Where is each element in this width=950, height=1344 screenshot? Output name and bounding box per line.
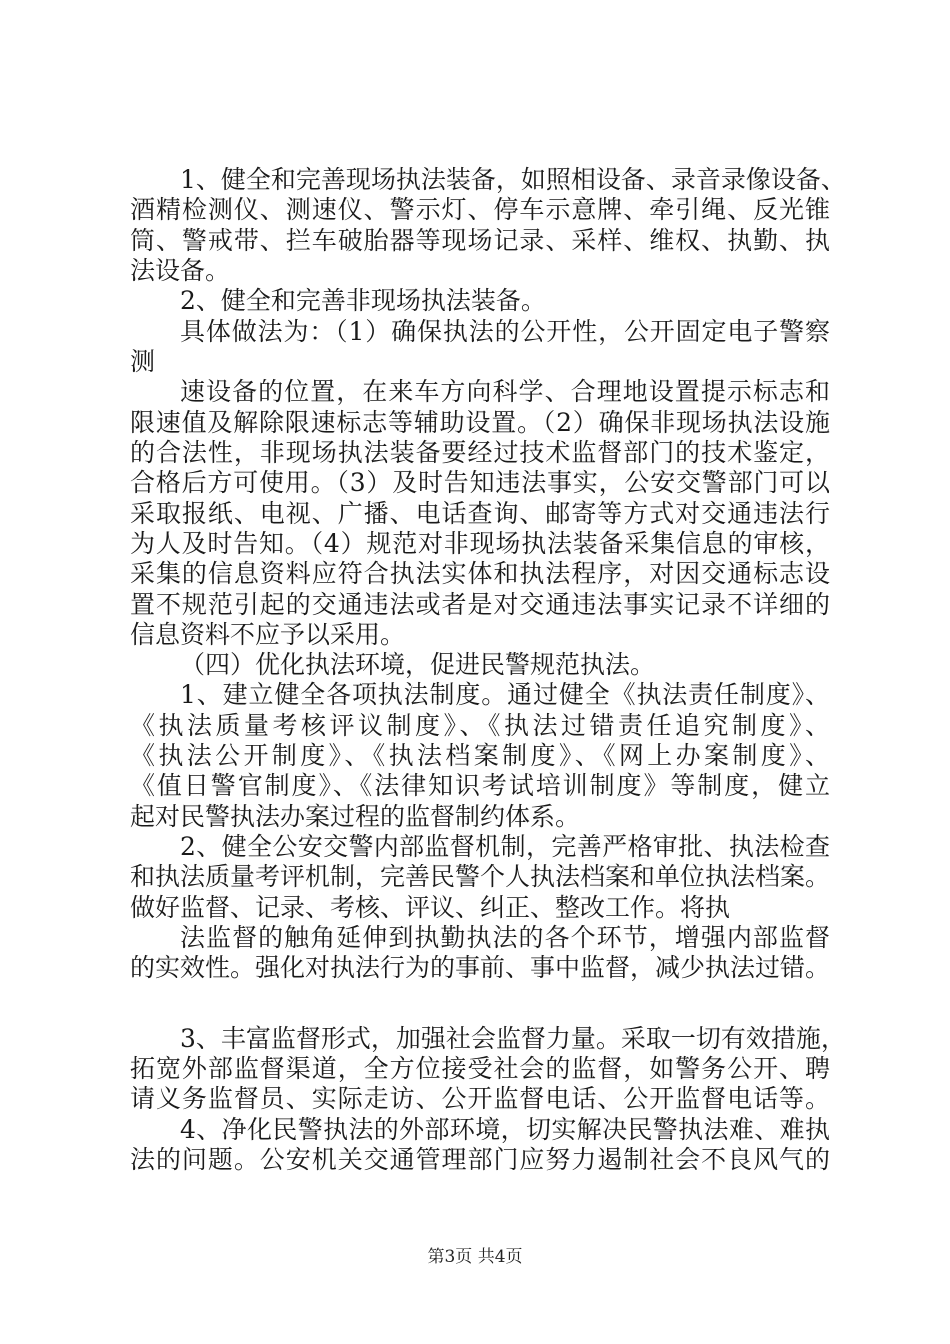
text-line: 请义务监督员、实际走访、公开监督电话、公开监督电话等。 [130,1084,830,1113]
text-line: 《值日警官制度》、《法律知识考试培训制度》等制度，健立 [130,771,830,800]
text-line: 2、健全公安交警内部监督机制，完善严格审批、执法检查 [180,832,830,861]
text-line: 1、健全和完善现场执法装备，如照相设备、录音录像设备、 [180,165,846,194]
page-footer: 第3页 共4页 [427,1247,523,1267]
text-line: 《执法公开制度》、《执法档案制度》、《网上办案制度》、 [130,741,830,770]
text-line: 采集的信息资料应符合执法实体和执法程序，对因交通标志设 [130,559,830,588]
text-line: 2、健全和完善非现场执法装备。 [180,286,546,315]
text-line: 做好监督、记录、考核、评议、纠正、整改工作。将执 [130,893,731,922]
text-line: 置不规范引起的交通违法或者是对交通违法事实记录不详细的 [130,590,830,619]
text-line: 和执法质量考评机制，完善民警个人执法档案和单位执法档案。 [130,862,831,891]
text-line: 的合法性，非现场执法装备要经过技术监督部门的技术鉴定， [130,438,830,467]
text-line: 法监督的触角延伸到执勤执法的各个环节，增强内部监督 [180,923,830,952]
text-line: 1、建立健全各项执法制度。通过健全《执法责任制度》、 [180,680,830,709]
text-line: 法的问题。公安机关交通管理部门应努力遏制社会不良风气的 [130,1145,830,1174]
text-line: 酒精检测仪、测速仪、警示灯、停车示意牌、牵引绳、反光锥 [130,195,830,224]
text-line: 合格后方可使用。（3）及时告知违法事实，公安交警部门可以 [130,468,830,497]
text-line: 信息资料不应予以采用。 [130,620,406,649]
text-line: 具体做法为：（1）确保执法的公开性，公开固定电子警察 [180,317,830,346]
text-line: 3、丰富监督形式，加强社会监督力量。采取一切有效措施， [180,1024,846,1053]
text-line: 筒、警戒带、拦车破胎器等现场记录、采样、维权、执勤、执 [130,226,830,255]
text-line: 测 [130,347,156,376]
text-line: 为人及时告知。（4）规范对非现场执法装备采集信息的审核， [130,529,830,558]
text-line: 采取报纸、电视、广播、电话查询、邮寄等方式对交通违法行 [130,499,830,528]
text-line: 起对民警执法办案过程的监督制约体系。 [130,802,581,831]
text-line: 《执法质量考核评议制度》、《执法过错责任追究制度》、 [130,711,830,740]
text-line: 4、净化民警执法的外部环境，切实解决民警执法难、难执 [180,1115,830,1144]
text-line: （四）优化执法环境，促进民警规范执法。 [180,650,656,679]
text-line: 拓宽外部监督渠道，全方位接受社会的监督，如警务公开、聘 [130,1054,830,1083]
text-line: 限速值及解除限速标志等辅助设置。（2）确保非现场执法设施 [130,408,830,437]
text-line: 速设备的位置，在来车方向科学、合理地设置提示标志和 [180,377,830,406]
text-line: 的实效性。强化对执法行为的事前、事中监督，减少执法过错。 [130,953,831,982]
text-line: 法设备。 [130,256,231,285]
